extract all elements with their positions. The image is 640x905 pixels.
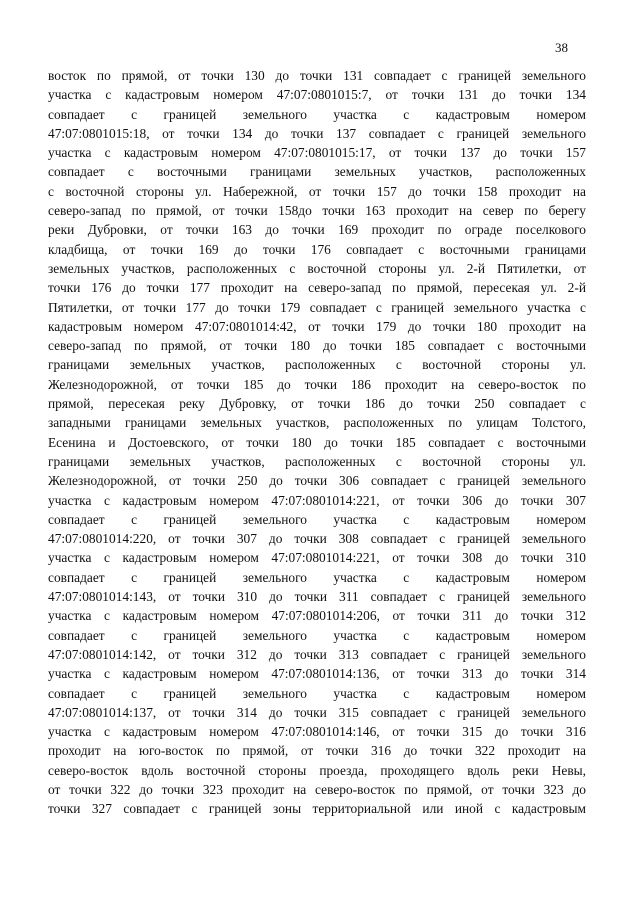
text-line: северо-восток вдоль восточной стороны проезда, проходящего вдоль реки Невы, (48, 762, 586, 778)
text-line: границами земельных участков, расположенных с восточной стороны ул. (48, 357, 586, 373)
text-line: кадастровым номером 47:07:0801014:42, от точки 179 до точки 180 проходит на (48, 318, 586, 334)
text-line: совпадает с границей земельного участка с кадастровым номером (48, 685, 586, 701)
text-line: Есенина и Достоевского, от точки 180 до точки 185 совпадает с восточными (48, 434, 586, 450)
text-line: совпадает с восточными границами земельных участков, расположенных (48, 164, 586, 180)
text-line: участка с кадастровым номером 47:07:0801014:221, от точки 308 до точки 310 (48, 550, 586, 566)
text-line: 47:07:0801015:18, от точки 134 до точки 137 совпадает с границей земельного (48, 125, 586, 141)
text-line: участка с кадастровым номером 47:07:0801015:7, от точки 131 до точки 134 (48, 87, 586, 103)
text-line: совпадает с границей земельного участка с кадастровым номером (48, 511, 586, 527)
text-line: участка с кадастровым номером 47:07:0801014:136, от точки 313 до точки 314 (48, 666, 586, 682)
text-line: совпадает с границей земельного участка с кадастровым номером (48, 106, 586, 122)
text-line: участка с кадастровым номером 47:07:0801014:221, от точки 306 до точки 307 (48, 492, 586, 508)
text-line: прямой, пересекая реку Дубровку, от точки 186 до точки 250 совпадает с (48, 396, 586, 412)
text-line: участка с кадастровым номером 47:07:0801015:17, от точки 137 до точки 157 (48, 145, 586, 161)
text-line: участка с кадастровым номером 47:07:0801014:206, от точки 311 до точки 312 (48, 608, 586, 624)
text-line: западными границами земельных участков, расположенных по улицам Толстого, (48, 415, 586, 431)
text-line: точки 176 до точки 177 проходит на северо-запад по прямой, пересекая ул. 2-й (48, 280, 586, 296)
text-line: северо-запад по прямой, от точки 158до точки 163 проходит на север по берегу (48, 203, 586, 219)
text-line: кладбища, от точки 169 до точки 176 совпадает с восточными границами (48, 241, 586, 257)
text-line: границами земельных участков, расположенных с восточной стороны ул. (48, 453, 586, 469)
text-line: с восточной стороны ул. Набережной, от точки 157 до точки 158 проходит на (48, 183, 586, 199)
text-line: восток по прямой, от точки 130 до точки 131 совпадает с границей земельного (48, 68, 586, 83)
text-line: Железнодорожной, от точки 250 до точки 306 совпадает с границей земельного (48, 473, 586, 489)
text-line: земельных участков, расположенных с восточной стороны ул. 2-й Пятилетки, от (48, 260, 586, 276)
text-line: совпадает с границей земельного участка с кадастровым номером (48, 627, 586, 643)
text-line: Железнодорожной, от точки 185 до точки 186 проходит на северо-восток по (48, 376, 586, 392)
text-line: 47:07:0801014:137, от точки 314 до точки 315 совпадает с границей земельного (48, 704, 586, 720)
text-line: северо-запад по прямой, от точки 180 до точки 185 совпадает с восточными (48, 338, 586, 354)
text-line: 47:07:0801014:142, от точки 312 до точки 313 совпадает с границей земельного (48, 646, 586, 662)
document-body (48, 66, 586, 819)
text-line: от точки 322 до точки 323 проходит на северо-восток по прямой, от точки 323 до (48, 781, 586, 797)
text-line: реки Дубровки, от точки 163 до точки 169 проходит по ограде поселкового (48, 222, 586, 238)
text-line: Пятилетки, от точки 177 до точки 179 совпадает с границей земельного участка с (48, 299, 586, 315)
text-line: участка с кадастровым номером 47:07:0801014:146, от точки 315 до точки 316 (48, 724, 586, 740)
text-line: проходит на юго-восток по прямой, от точки 316 до точки 322 проходит на (48, 743, 586, 759)
text-line: 47:07:0801014:143, от точки 310 до точки 311 совпадает с границей земельного (48, 589, 586, 605)
text-line: 47:07:0801014:220, от точки 307 до точки 308 совпадает с границей земельного (48, 531, 586, 547)
page-number: 38 (555, 40, 568, 55)
text-line: точки 327 совпадает с границей зоны территориальной или иной с кадастровым (48, 801, 586, 817)
text-line: совпадает с границей земельного участка с кадастровым номером (48, 569, 586, 585)
